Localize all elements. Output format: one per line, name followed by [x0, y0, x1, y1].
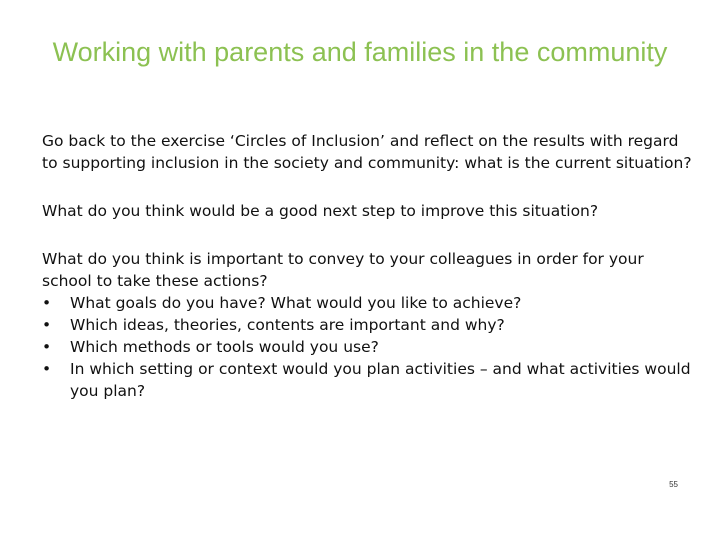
bullet-item-methods [42, 336, 692, 358]
page-number: 55 [669, 480, 678, 489]
bullet-text: Which methods or tools would you use? [70, 338, 379, 356]
bullet-symbol: • [42, 316, 52, 334]
paragraph-reflect: Go back to the exercise ‘Circles of Inclusion’ and reflect on the results with regard to supporting inclusion in the society and community: what is the current situation? [42, 132, 692, 172]
paragraph-convey: What do you think is important to convey to your colleagues in order for your school to take these actions? [42, 250, 644, 290]
bullet-item-goals [42, 292, 692, 314]
bullet-text: Which ideas, theories, contents are important and why? [70, 316, 505, 334]
paragraph-next-step: What do you think would be a good next step to improve this situation? [42, 202, 599, 220]
bullet-symbol: • [42, 360, 52, 378]
bullet-list [42, 292, 692, 402]
bullet-text: In which setting or context would you plan activities – and what activities would you plan? [70, 360, 691, 400]
bullet-symbol: • [42, 294, 52, 312]
bullet-item-setting [42, 358, 692, 402]
slide-title: Working with parents and families in the community [52, 37, 668, 67]
bullet-text: What goals do you have? What would you like to achieve? [70, 294, 522, 312]
bullet-item-ideas [42, 314, 692, 336]
slide-body [42, 130, 692, 402]
bullet-symbol: • [42, 338, 52, 356]
